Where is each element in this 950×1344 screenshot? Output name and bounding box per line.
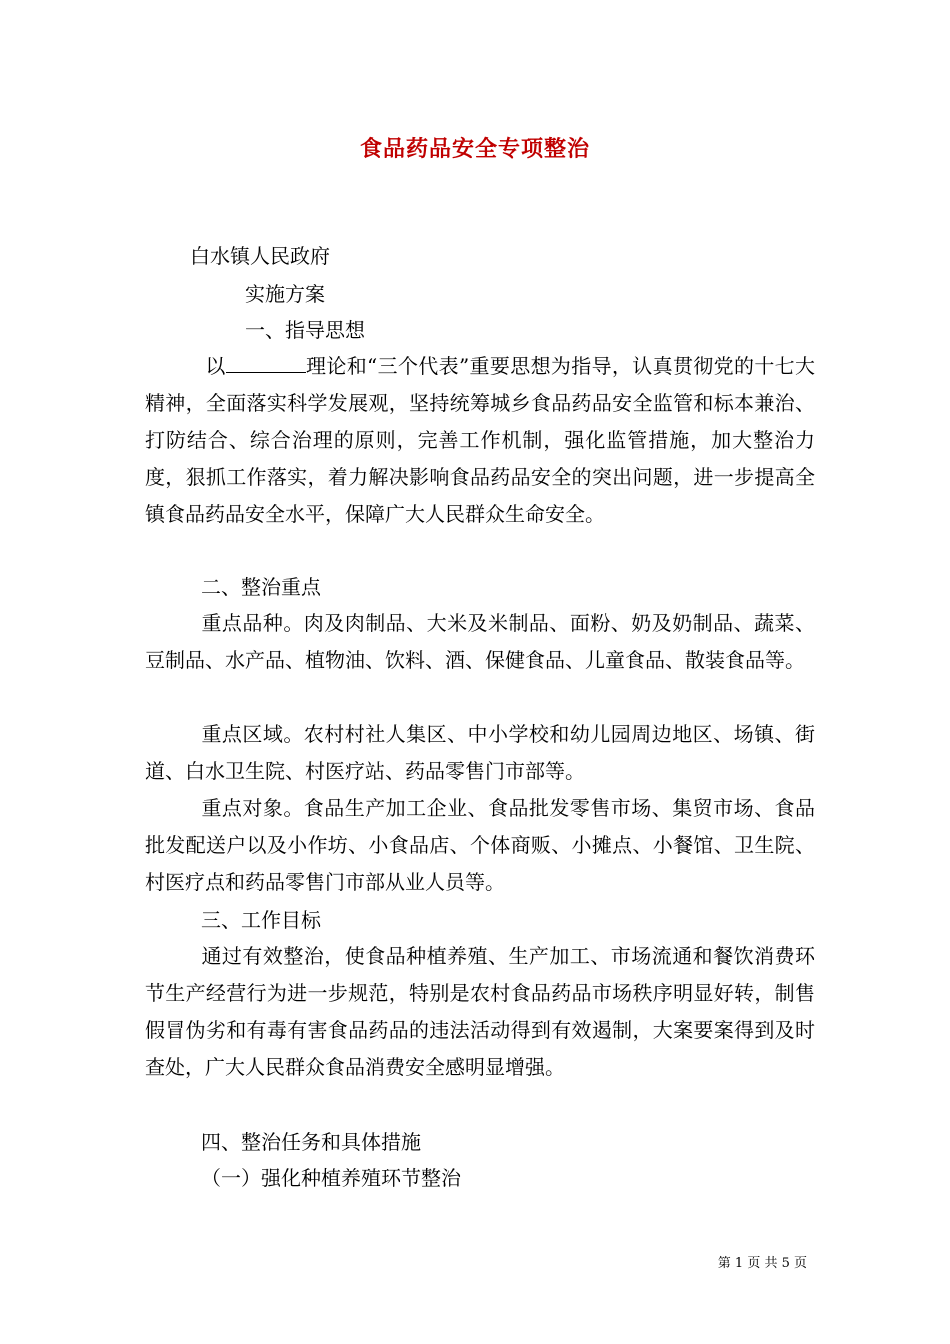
- section-2-paragraph-2: [145, 716, 815, 790]
- section-4-heading: 四、整治任务和具体措施: [201, 1130, 421, 1154]
- section-1-text-a: 理论和“三个代表”重要思想为指导，认真贯彻党: [305, 354, 734, 378]
- section-1-paragraph: [145, 348, 815, 533]
- key-targets-text: 重点对象。食品生产加工企业、食品批发零售市场、集贸市场、食品批发配送户以及小作坊、小食品店、个体商贩、小摊点、小餐馆、卫生院、村医疗点和药品零售门市部从业人员等。: [145, 796, 815, 894]
- key-varieties-text: 重点品种。肉及肉制品、大米及米制品、面粉、奶及奶制品、蔬菜、豆制品、水产品、植物油、饮料、酒、保健食品、儿童食品、散装食品等。: [145, 611, 815, 672]
- section-3-paragraph: [145, 938, 815, 1086]
- section-3-heading: 三、工作目标: [201, 908, 321, 932]
- section-4-subheading-1: （一）强化种植养殖环节整治: [201, 1166, 461, 1190]
- section-1-heading: 一、指导思想: [245, 318, 365, 342]
- section-2-paragraph-3: [145, 790, 815, 901]
- blank-underline: [226, 354, 306, 373]
- section-1-text-b: 的十七大精神，全面落实科学发展观，坚持统筹城乡食品药品安全监管和标本兼治、打防结合、综合治理的原则，完善工作机制，强化监管措施，加大整治力度，狠抓工作落实，着力解决影响食品药品安全的突出问题，进一步提高全镇食品药品安全水平，保障广大人民群众生命安全。: [145, 354, 816, 526]
- document-title: 食品药品安全专项整治: [359, 136, 590, 162]
- key-areas-text: 重点区域。农村村社人集区、中小学校和幼儿园周边地区、场镇、街道、白水卫生院、村医疗站、药品零售门市部等。: [145, 722, 815, 783]
- section-2-paragraph-1: [145, 605, 815, 679]
- section-2-heading: 二、整治重点: [201, 575, 321, 599]
- work-goals-text: 通过有效整治，使食品种植养殖、生产加工、市场流通和餐饮消费环节生产经营行为进一步规范，特别是农村食品药品市场秩序明显好转，制售假冒伪劣和有毒有害食品药品的违法活动得到有效遏制，大案要案得到及时查处，广大人民群众食品消费安全感明显增强。: [145, 944, 815, 1079]
- page-number: 第 1 页 共 5 页: [717, 1256, 807, 1271]
- document-subtitle: 实施方案: [245, 282, 325, 306]
- issuing-organization: 白水镇人民政府: [190, 244, 330, 268]
- section-1-lead: 以: [205, 354, 226, 378]
